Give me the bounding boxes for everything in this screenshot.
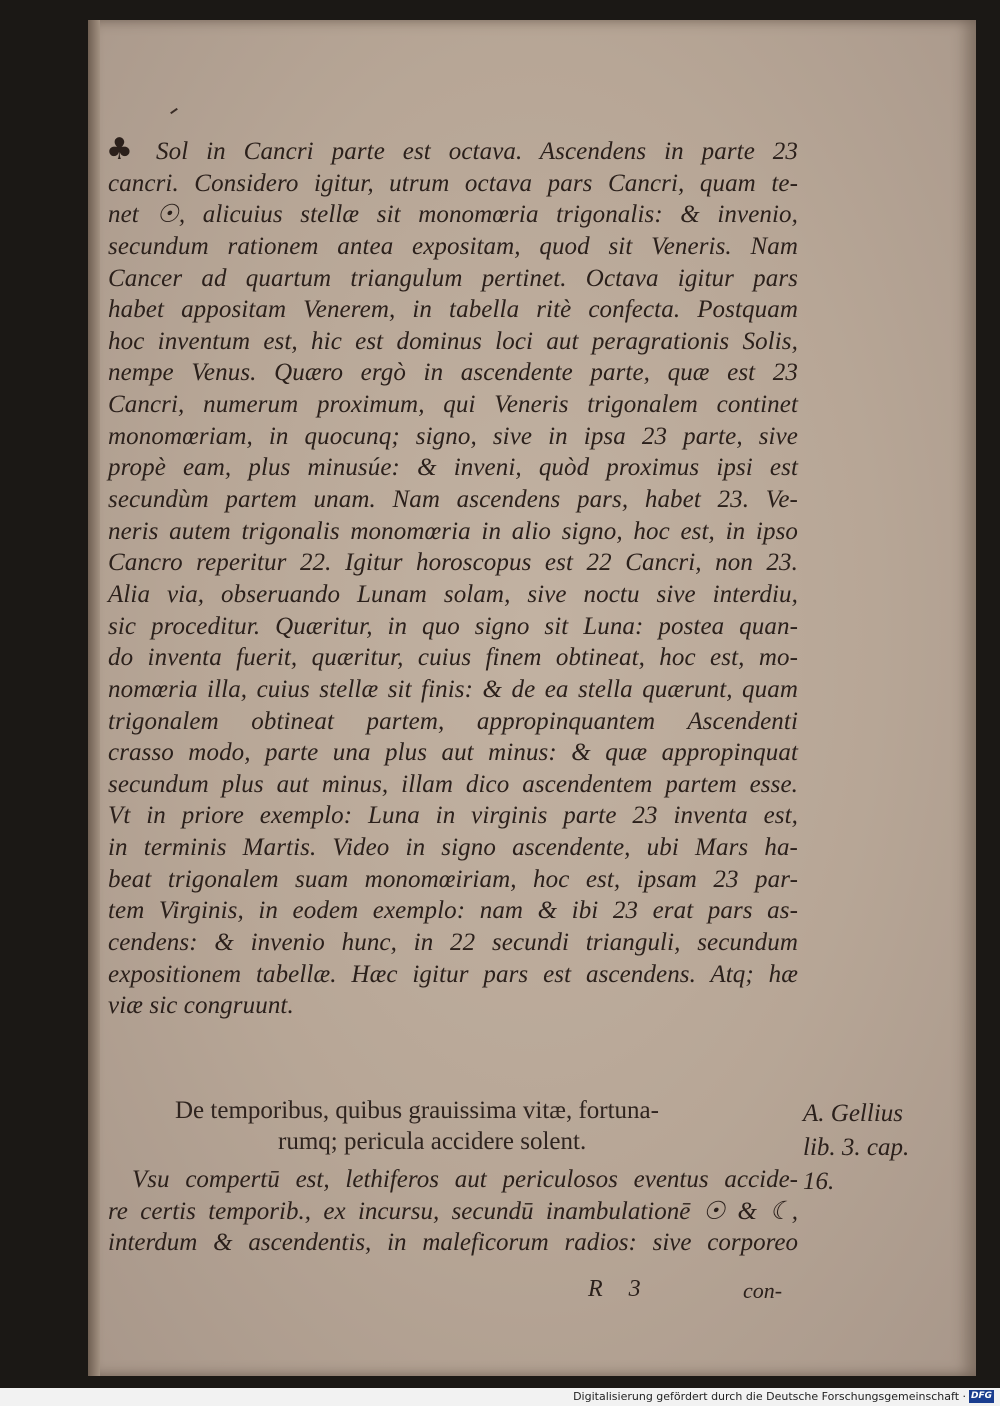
text-line: viæ sic congruunt. (108, 992, 294, 1020)
main-text-block (106, 132, 798, 1022)
dfg-logo: DFG (970, 1391, 992, 1401)
text-line: secundum plus aut minus, illam dico ascendentem partem esse. (108, 770, 798, 798)
text-line: sic proceditur. Quæritur, in quo signo sit Luna: postea quan- (108, 612, 798, 640)
text-line: hoc inventum est, hic est dominus loci aut peragrationis Solis, (108, 327, 798, 355)
text-line: habet appositam Venerem, in tabella ritè confecta. Postquam (108, 296, 798, 324)
text-line: Vt in priore exemplo: Luna in virginis parte 23 inventa est, (108, 802, 798, 830)
text-line: Cancro reperitur 22. Igitur horoscopus est 22 Cancri, non 23. (108, 549, 798, 577)
text-line: neris autem trigonalis monomœria in alio signo, hoc est, in ipso (108, 517, 798, 545)
text-line: trigonalem obtineat partem, appropinquantem Ascendenti (108, 707, 798, 735)
text-line: nomœria illa, cuius stellæ sit finis: & de ea stella quærunt, quam (108, 675, 798, 703)
catchword: con- (743, 1278, 783, 1303)
footer-bar (0, 1388, 1000, 1406)
text-line: secundùm partem unam. Nam ascendens pars, habet 23. Ve- (108, 486, 798, 514)
text-line: expositionem tabellæ. Hæc igitur pars est ascendens. Atq; hæ (108, 960, 798, 988)
text-line: crasso modo, parte una plus aut minus: & quæ appropinquat (108, 739, 798, 767)
text-line: secundum rationem antea expositam, quod sit Veneris. Nam (108, 232, 798, 260)
text-line: interdum & ascendentis, in maleficorum radios: sive corporeo (108, 1229, 798, 1257)
clover-ornament-icon: ♣ (106, 132, 133, 167)
margin-note-line: A. Gellius (803, 1100, 903, 1127)
second-paragraph (108, 1164, 798, 1259)
margin-note (803, 1097, 943, 1199)
heading-line: De temporibus, quibus grauissima vitæ, fortuna- (175, 1097, 659, 1124)
text-line: net ☉, alicuius stellæ sit monomœria trigonalis: & invenio, (108, 201, 798, 229)
text-line: do inventa fuerit, quæritur, cuius finem obtineat, hoc est, mo- (108, 644, 798, 672)
text-line: monomœriam, in quocunq; signo, sive in ipsa 23 parte, sive (108, 422, 798, 450)
heading-line: rumq; pericula accidere solent. (278, 1128, 587, 1155)
section-heading (175, 1095, 735, 1157)
text-line: Cancer ad quartum triangulum pertinet. Octava igitur pars (108, 264, 798, 292)
text-line: nempe Venus. Quæro ergò in ascendente parte, quæ est 23 (108, 359, 798, 387)
text-line: propè eam, plus minusúe: & inveni, quòd proximus ipsi est (108, 454, 798, 482)
text-line: Vsu compertū est, lethiferos aut periculosos eventus accide- (132, 1166, 798, 1193)
page-gutter (88, 20, 100, 1376)
signature-mark: R 3 (588, 1276, 651, 1302)
text-line: re certis temporib., ex incursu, secundū inambulationē ☉ & ☾, (108, 1197, 798, 1225)
text-line: tem Virginis, in eodem exemplo: nam & ibi 23 erat pars as- (108, 897, 798, 925)
margin-note-line: lib. 3. cap. (803, 1134, 910, 1161)
margin-note-line: 16. (803, 1168, 835, 1195)
text-line: beat trigonalem suam monomœiriam, hoc est, ipsam 23 par- (108, 865, 798, 893)
text-line: Alia via, obseruando Lunam solam, sive noctu sive interdiu, (108, 580, 798, 608)
text-line: cendens: & invenio hunc, in 22 secundi trianguli, secundum (108, 929, 798, 957)
text-line: ♣ Sol in Cancri parte est octava. Ascendens in parte 23 (106, 132, 798, 167)
text-line: cancri. Considero igitur, utrum octava pars Cancri, quam te- (108, 169, 798, 197)
funding-notice: Digitalisierung gefördert durch die Deutsche Forschungsgemeinschaft · (573, 1390, 966, 1403)
text-line: in terminis Martis. Video in signo ascendente, ubi Mars ha- (108, 834, 798, 862)
text-line: Cancri, numerum proximum, qui Veneris trigonalem continet (108, 391, 798, 419)
